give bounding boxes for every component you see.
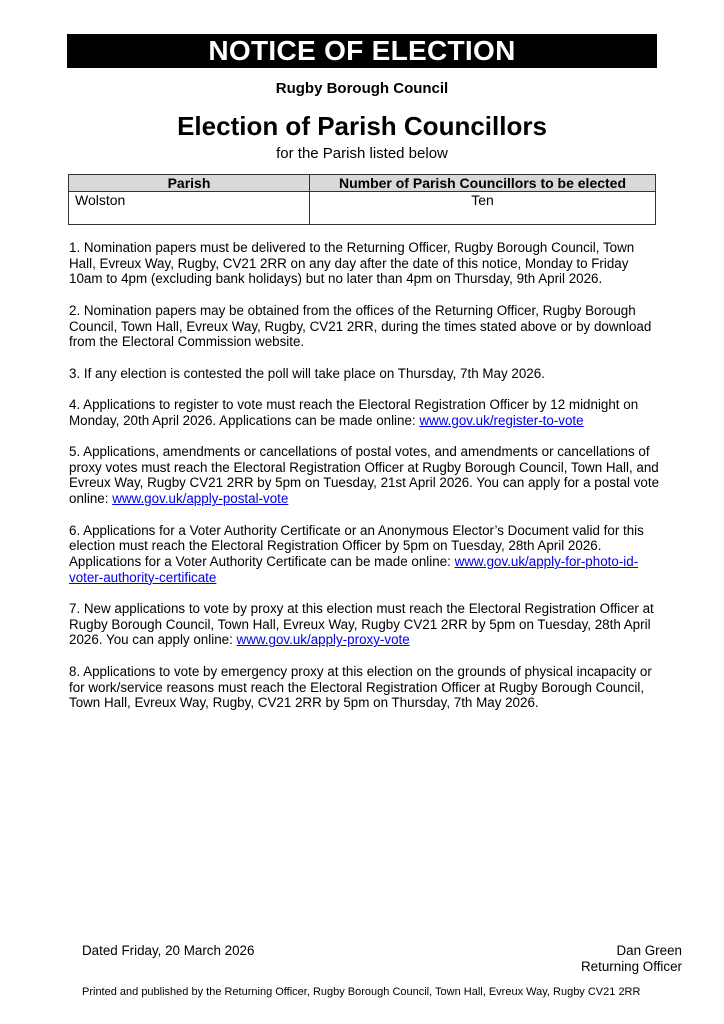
councillors-count-cell: Ten <box>310 192 656 225</box>
paragraph-text: 8. Applications to vote by emergency proxy at this election on the grounds of physical incapacity or for work/service reasons must reach the Electoral Registration Officer at Rugby Borough Council, Town Hall, Evreux Way, Rugby, CV21 2RR by 5pm on Thursday, 7th May 2026. <box>69 663 652 711</box>
signatory-title: Returning Officer <box>581 959 682 974</box>
paragraph-7 <box>69 601 659 648</box>
paragraph-text: 3. If any election is contested the poll will take place on Thursday, 7th May 2026. <box>69 365 545 381</box>
paragraph-text: 7. New applications to vote by proxy at this election must reach the Electoral Registration Officer at Rugby Borough Council, Town Hall, Evreux Way, Rugby CV21 2RR by 5pm on Tuesday, 28th April 2026. You can apply online: <box>69 601 654 648</box>
election-subtitle: for the Parish listed below <box>276 145 448 162</box>
signatory-name: Dan Green <box>616 943 682 958</box>
paragraph-text: 1. Nomination papers must be delivered to the Returning Officer, Rugby Borough Council, Town Hall, Evreux Way, Rugby, CV21 2RR on any day after the date of this notice, Monday to Friday 10am to 4pm (excluding bank holidays) but no later than 4pm on Thursday, 9th April 2026. <box>69 240 635 287</box>
table-row <box>69 192 656 225</box>
dated-line: Dated Friday, 20 March 2026 <box>82 943 255 958</box>
paragraph-text: 2. Nomination papers may be obtained from the offices of the Returning Officer, Rugby Borough Council, Town Hall, Evreux Way, Rugby, CV21 2RR, during the times stated above or by download from the Electoral Commission website. <box>69 302 652 350</box>
paragraph-text: 5. Applications, amendments or cancellations of postal votes, and amendments or cancellations of proxy votes must reach the Electoral Registration Officer at Rugby Borough Council, Town Hall, and Evreux Way, Rugby CV21 2RR by 5pm on Tuesday, 21st April 2026. You can apply for a postal vote online: <box>69 444 660 507</box>
voter-authority-certificate-link[interactable]: www.gov.uk/apply-for-photo-id-voter-authority-certificate <box>69 553 639 585</box>
paragraph-text: 6. Applications for a Voter Authority Certificate or an Anonymous Elector’s Document valid for this election must reach the Electoral Registration Officer by 5pm on Tuesday, 28th April 2026. Applications for a Voter Authority Certificate can be made online: <box>69 522 644 569</box>
paragraph-2 <box>69 303 659 350</box>
paragraph-1 <box>69 240 659 287</box>
register-to-vote-link[interactable]: www.gov.uk/register-to-vote <box>419 412 584 428</box>
paragraph-text: 4. Applications to register to vote must reach the Electoral Registration Officer by 12 midnight on Monday, 20th April 2026. Applications can be made online: <box>69 396 639 428</box>
apply-postal-vote-link[interactable]: www.gov.uk/apply-postal-vote <box>112 491 289 507</box>
signature-block <box>581 943 682 975</box>
column-header-councillors: Number of Parish Councillors to be elected <box>310 175 656 192</box>
election-title: Election of Parish Councillors <box>177 111 547 141</box>
paragraph-6 <box>69 523 659 586</box>
paragraph-5 <box>69 444 659 507</box>
notice-banner: NOTICE OF ELECTION <box>67 34 657 68</box>
paragraph-4 <box>69 397 659 428</box>
council-name: Rugby Borough Council <box>275 80 449 97</box>
paragraph-8 <box>69 664 659 711</box>
column-header-parish: Parish <box>69 175 310 192</box>
notice-paragraphs <box>69 240 659 727</box>
parish-table <box>68 174 656 225</box>
table-header-row <box>69 175 656 192</box>
imprint-line: Printed and published by the Returning Officer, Rugby Borough Council, Town Hall, Evreux Way, Rugby CV21 2RR <box>82 986 641 998</box>
parish-cell: Wolston <box>69 192 310 225</box>
paragraph-3 <box>69 366 659 382</box>
apply-proxy-vote-link[interactable]: www.gov.uk/apply-proxy-vote <box>236 632 410 648</box>
